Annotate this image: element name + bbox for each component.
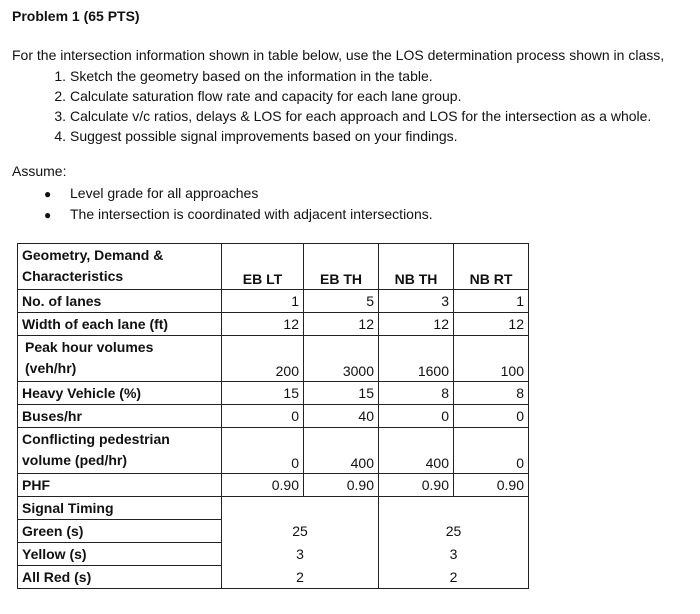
task-number: 4.: [54, 128, 66, 144]
table-row: [18, 336, 529, 382]
problem-title: Problem 1 (65 PTS): [12, 8, 140, 24]
nb-green-time: 25: [379, 520, 529, 543]
table-cell: 3000: [304, 336, 379, 382]
table-row: [18, 428, 529, 474]
table-cell: 0: [222, 428, 304, 474]
table-row: [18, 405, 529, 428]
row-label: Heavy Vehicle (%): [18, 382, 222, 405]
row-label: Buses/hr: [18, 405, 222, 428]
table-cell: 5: [304, 290, 379, 313]
signal-cell-eb: [222, 497, 379, 520]
column-header-nb-rt: NB RT: [454, 244, 529, 290]
row-label: Yellow (s): [18, 543, 222, 566]
task-item: [12, 66, 651, 86]
table-cell: 400: [304, 428, 379, 474]
column-header-eb-lt: EB LT: [222, 244, 304, 290]
row-label: All Red (s): [18, 566, 222, 589]
task-list: [12, 66, 651, 146]
header-label-line: Characteristics: [22, 268, 124, 284]
table-cell: 15: [222, 382, 304, 405]
table-cell: 400: [379, 428, 454, 474]
eb-allred-time: 2: [222, 566, 379, 589]
column-header-eb-th: EB TH: [304, 244, 379, 290]
task-text: Calculate v/c ratios, delays & LOS for each approach and LOS for the intersection as a whole.: [70, 108, 652, 124]
table-row: [18, 313, 529, 336]
table-cell: 200: [222, 336, 304, 382]
nb-allred-time: 2: [379, 566, 529, 589]
signal-heading-row: [18, 497, 529, 520]
table-cell: 100: [454, 336, 529, 382]
table-cell: 0.90: [454, 474, 529, 497]
bullet-icon: ●: [44, 187, 52, 201]
table-cell: 15: [304, 382, 379, 405]
signal-timing-heading: Signal Timing: [18, 497, 222, 520]
table-row: [18, 474, 529, 497]
task-number: 1.: [54, 68, 66, 84]
table-row: [18, 382, 529, 405]
table-row: [18, 566, 529, 589]
table-cell: 12: [454, 313, 529, 336]
row-label: [18, 336, 222, 382]
assumption-item: [12, 183, 433, 204]
task-number: 2.: [54, 88, 66, 104]
table-cell: 8: [379, 382, 454, 405]
table-cell: 12: [304, 313, 379, 336]
row-label: Green (s): [18, 520, 222, 543]
table-row: [18, 520, 529, 543]
table-cell: 12: [222, 313, 304, 336]
table-cell: 0.90: [222, 474, 304, 497]
table-cell: 40: [304, 405, 379, 428]
table-cell: 0.90: [379, 474, 454, 497]
task-item: [12, 106, 651, 126]
table-row: [18, 543, 529, 566]
row-label-line: (veh/hr): [25, 360, 77, 376]
assumption-list: [12, 183, 433, 225]
assumption-item: [12, 204, 433, 225]
table-cell: 0.90: [304, 474, 379, 497]
nb-yellow-time: 3: [379, 543, 529, 566]
row-label-line: Conflicting pedestrian: [22, 431, 170, 447]
table-cell: 3: [379, 290, 454, 313]
eb-green-time: 25: [222, 520, 379, 543]
table-header-row: [18, 244, 529, 290]
assume-label: Assume:: [12, 163, 67, 179]
table-cell: 8: [454, 382, 529, 405]
task-text: Calculate saturation flow rate and capacity for each lane group.: [70, 88, 462, 104]
table-cell: 1: [454, 290, 529, 313]
table-cell: 1: [222, 290, 304, 313]
column-header-nb-th: NB TH: [379, 244, 454, 290]
header-label-line: Geometry, Demand &: [22, 247, 164, 263]
assumption-text: The intersection is coordinated with adjacent intersections.: [70, 206, 433, 222]
task-item: [12, 126, 651, 146]
row-label: PHF: [18, 474, 222, 497]
table-cell: 1600: [379, 336, 454, 382]
table-cell: 0: [454, 428, 529, 474]
header-label-cell: [18, 244, 222, 290]
table-cell: 0: [222, 405, 304, 428]
signal-cell-nb: [379, 497, 529, 520]
eb-yellow-time: 3: [222, 543, 379, 566]
geometry-table: [17, 243, 529, 589]
task-number: 3.: [54, 108, 66, 124]
row-label: No. of lanes: [18, 290, 222, 313]
assumption-text: Level grade for all approaches: [70, 185, 259, 201]
bullet-icon: ●: [44, 208, 52, 222]
task-text: Suggest possible signal improvements based on your findings.: [70, 128, 458, 144]
row-label: [18, 428, 222, 474]
problem-intro: For the intersection information shown in table below, use the LOS determination process shown in class,: [12, 47, 665, 63]
table-cell: 12: [379, 313, 454, 336]
task-item: [12, 86, 651, 106]
row-label-line: volume (ped/hr): [22, 452, 128, 468]
table-cell: 0: [379, 405, 454, 428]
row-label-line: Peak hour volumes: [25, 339, 154, 355]
table-cell: 0: [454, 405, 529, 428]
row-label: Width of each lane (ft): [18, 313, 222, 336]
task-text: Sketch the geometry based on the information in the table.: [70, 68, 433, 84]
table-row: [18, 290, 529, 313]
